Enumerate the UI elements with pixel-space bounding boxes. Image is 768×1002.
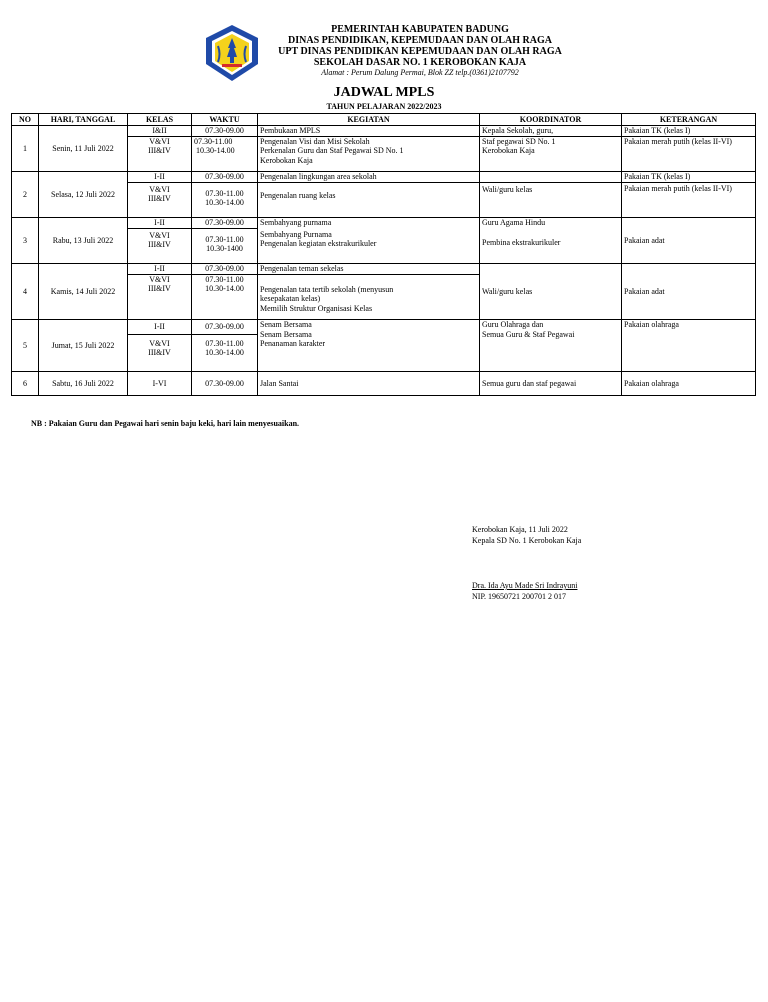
- row-keterangan: [622, 264, 756, 320]
- signature-nip: NIP. 19650721 200701 2 017: [472, 592, 567, 601]
- row-keterangan: [622, 372, 756, 396]
- row-number: 5: [12, 320, 39, 372]
- koordinator-item: Kerobokan Kaja: [482, 146, 535, 155]
- kelas-item: III&IV: [148, 240, 171, 249]
- kegiatan-item: Sembahyang purnama: [260, 218, 332, 227]
- waktu-item: 10.30-14.00: [196, 146, 235, 155]
- table-row: [12, 372, 756, 396]
- row-day: Jumat, 15 Juli 2022: [39, 320, 128, 372]
- kelas-item: I-II: [128, 320, 191, 335]
- kelas-item: I&II: [128, 126, 191, 137]
- kegiatan-item: Jalan Santai: [260, 378, 299, 388]
- kegiatan-item: Sembahyang Purnama: [260, 229, 332, 239]
- row-number: 2: [12, 172, 39, 218]
- kelas-item: I-VI: [152, 378, 167, 388]
- row-waktu: [192, 172, 258, 218]
- kegiatan-item: Pengenalan tata tertib sekolah (menyusun: [260, 284, 394, 294]
- waktu-item: 10.30-14.00: [205, 348, 244, 357]
- row-day: Sabtu, 16 Juli 2022: [39, 372, 128, 396]
- row-koordinator: [480, 218, 622, 264]
- table-row: [12, 218, 756, 264]
- row-koordinator: [480, 320, 622, 372]
- kegiatan-item: Senam Bersama: [260, 329, 312, 339]
- waktu-item: 07.30-09.00: [192, 126, 257, 137]
- waktu-item: 10.30-14.00: [205, 284, 244, 293]
- waktu-item: 07.30-09.00: [205, 378, 244, 388]
- kegiatan-item: Pengenalan lingkungan area sekolah: [258, 172, 479, 183]
- table-row: [12, 264, 756, 320]
- koordinator-item: Guru Agama Hindu: [482, 218, 546, 227]
- column-header: HARI, TANGGAL: [39, 114, 128, 126]
- koordinator-item: Kepala Sekolah, guru,: [480, 126, 621, 137]
- header-line-1: PEMERINTAH KABUPATEN BADUNG: [331, 24, 509, 35]
- column-header: WAKTU: [192, 114, 258, 126]
- waktu-item: 07.30-11.00: [205, 234, 244, 244]
- table-header-row: [12, 114, 756, 126]
- row-keterangan: [622, 218, 756, 264]
- column-header: KOORDINATOR: [480, 114, 622, 126]
- signature-position: Kepala SD No. 1 Kerobokan Kaja: [472, 536, 582, 545]
- keterangan-item: Pakaian merah putih (kelas II-VI): [624, 183, 732, 193]
- signature-place-date: Kerobokan Kaja, 11 Juli 2022: [472, 525, 568, 534]
- row-koordinator: [480, 126, 622, 172]
- row-day: Senin, 11 Juli 2022: [39, 126, 128, 172]
- header-line-2: DINAS PENDIDIKAN, KEPEMUDAAN DAN OLAH RAGA: [288, 35, 552, 46]
- waktu-item: 07.30-09.00: [192, 218, 257, 229]
- kegiatan-item: Pengenalan ruang kelas: [260, 190, 336, 200]
- column-header: KEGIATAN: [258, 114, 480, 126]
- waktu-item: 07.30-11.00: [194, 136, 233, 146]
- row-number: 6: [12, 372, 39, 396]
- kelas-item: I-II: [128, 218, 191, 229]
- kelas-item: V&VI: [149, 338, 170, 348]
- column-header: NO: [12, 114, 39, 126]
- waktu-item: 07.30-11.00: [205, 338, 244, 348]
- waktu-item: 07.30-09.00: [192, 320, 257, 335]
- column-header: KELAS: [128, 114, 192, 126]
- row-kegiatan: [258, 218, 480, 264]
- header-address: Alamat : Perum Dalung Permai, Blok ZZ telp.(0361)2107792: [321, 68, 519, 77]
- signature-name: Dra. Ida Ayu Made Sri Indrayuni: [472, 581, 578, 590]
- row-waktu: [192, 126, 258, 172]
- row-koordinator: [480, 172, 622, 218]
- row-number: 1: [12, 126, 39, 172]
- row-kegiatan: [258, 264, 480, 320]
- table-row: [12, 126, 756, 172]
- keterangan-item: Pakaian olahraga: [624, 320, 679, 329]
- table-row: [12, 172, 756, 218]
- waktu-item: 07.30-11.00: [205, 188, 244, 198]
- row-kegiatan: [258, 172, 480, 218]
- waktu-item: 07.30-09.00: [192, 172, 257, 183]
- kelas-item: I-II: [128, 264, 191, 275]
- waktu-item: 10.30-14.00: [205, 198, 244, 207]
- kelas-item: III&IV: [148, 348, 171, 357]
- waktu-item: 07.30-09.00: [192, 264, 257, 275]
- row-koordinator: [480, 372, 622, 396]
- koordinator-item: Pembina ekstrakurikuler: [482, 237, 561, 247]
- row-kelas: [128, 320, 192, 372]
- keterangan-item: Pakaian TK (kelas I): [622, 126, 755, 137]
- column-header: KETERANGAN: [622, 114, 756, 126]
- row-keterangan: [622, 320, 756, 372]
- row-kegiatan: [258, 126, 480, 172]
- kelas-item: V&VI: [149, 274, 170, 284]
- kegiatan-item: Pengenalan kegiatan ekstrakurikuler: [260, 239, 377, 248]
- kegiatan-item: Perkenalan Guru dan Staf Pegawai SD No. 1: [260, 146, 404, 155]
- kelas-item: III&IV: [148, 284, 171, 293]
- kegiatan-item: Pengenalan Visi dan Misi Sekolah: [260, 136, 370, 146]
- koordinator-item: Wali/guru kelas: [482, 286, 533, 296]
- row-day: Kamis, 14 Juli 2022: [39, 264, 128, 320]
- row-keterangan: [622, 126, 756, 172]
- kelas-item: III&IV: [148, 146, 171, 155]
- row-kegiatan: [258, 372, 480, 396]
- note-text: NB : Pakaian Guru dan Pegawai hari senin baju keki, hari lain menyesuaikan.: [31, 419, 300, 428]
- row-kelas: [128, 218, 192, 264]
- schedule-table: [11, 113, 756, 396]
- row-day: Selasa, 12 Juli 2022: [39, 172, 128, 218]
- keterangan-item: Pakaian adat: [624, 286, 665, 296]
- kegiatan-item: Senam Bersama: [260, 320, 312, 329]
- koordinator-item: Semua guru dan staf pegawai: [482, 378, 577, 388]
- waktu-item: 10.30-1400: [206, 244, 243, 253]
- kegiatan-item: Memilih Struktur Organisasi Kelas: [260, 303, 373, 313]
- kegiatan-item: Pembukaan MPLS: [258, 126, 479, 137]
- row-kelas: [128, 264, 192, 320]
- row-kelas: [128, 126, 192, 172]
- keterangan-item: Pakaian merah putih (kelas II-VI): [624, 136, 732, 146]
- koordinator-item: Semua Guru & Staf Pegawai: [482, 329, 575, 339]
- row-waktu: [192, 372, 258, 396]
- koordinator-item: Staf pegawai SD No. 1: [482, 136, 556, 146]
- row-kegiatan: [258, 320, 480, 372]
- row-kelas: [128, 372, 192, 396]
- kelas-item: V&VI: [149, 136, 170, 146]
- waktu-item: 07.30-11.00: [205, 274, 244, 284]
- kegiatan-item: Pengenalan teman sekelas: [258, 264, 479, 275]
- row-keterangan: [622, 172, 756, 218]
- kelas-item: V&VI: [149, 230, 170, 240]
- kegiatan-item: Penanaman karakter: [260, 339, 326, 348]
- row-waktu: [192, 218, 258, 264]
- keterangan-item: Pakaian adat: [624, 235, 665, 245]
- kelas-item: I-II: [128, 172, 191, 183]
- row-number: 4: [12, 264, 39, 320]
- row-kelas: [128, 172, 192, 218]
- table-row: [12, 320, 756, 372]
- kelas-item: III&IV: [148, 194, 171, 203]
- document-subtitle: TAHUN PELAJARAN 2022/2023: [326, 102, 442, 111]
- row-waktu: [192, 320, 258, 372]
- row-day: Rabu, 13 Juli 2022: [39, 218, 128, 264]
- kegiatan-item: kesepakatan kelas): [260, 294, 321, 303]
- keterangan-item: Pakaian olahraga: [624, 378, 679, 388]
- kegiatan-item: Kerobokan Kaja: [260, 155, 313, 165]
- row-waktu: [192, 264, 258, 320]
- header-line-3: UPT DINAS PENDIDIKAN KEPEMUDAAN DAN OLAH RAGA: [278, 46, 562, 57]
- row-koordinator: [480, 264, 622, 320]
- keterangan-item: Pakaian TK (kelas I): [622, 172, 755, 183]
- header-line-4: SEKOLAH DASAR NO. 1 KEROBOKAN KAJA: [313, 57, 527, 68]
- document-title: JADWAL MPLS: [333, 85, 435, 100]
- koordinator-item: Wali/guru kelas: [482, 184, 533, 194]
- kelas-item: V&VI: [149, 184, 170, 194]
- koordinator-item: Guru Olahraga dan: [482, 320, 544, 329]
- row-number: 3: [12, 218, 39, 264]
